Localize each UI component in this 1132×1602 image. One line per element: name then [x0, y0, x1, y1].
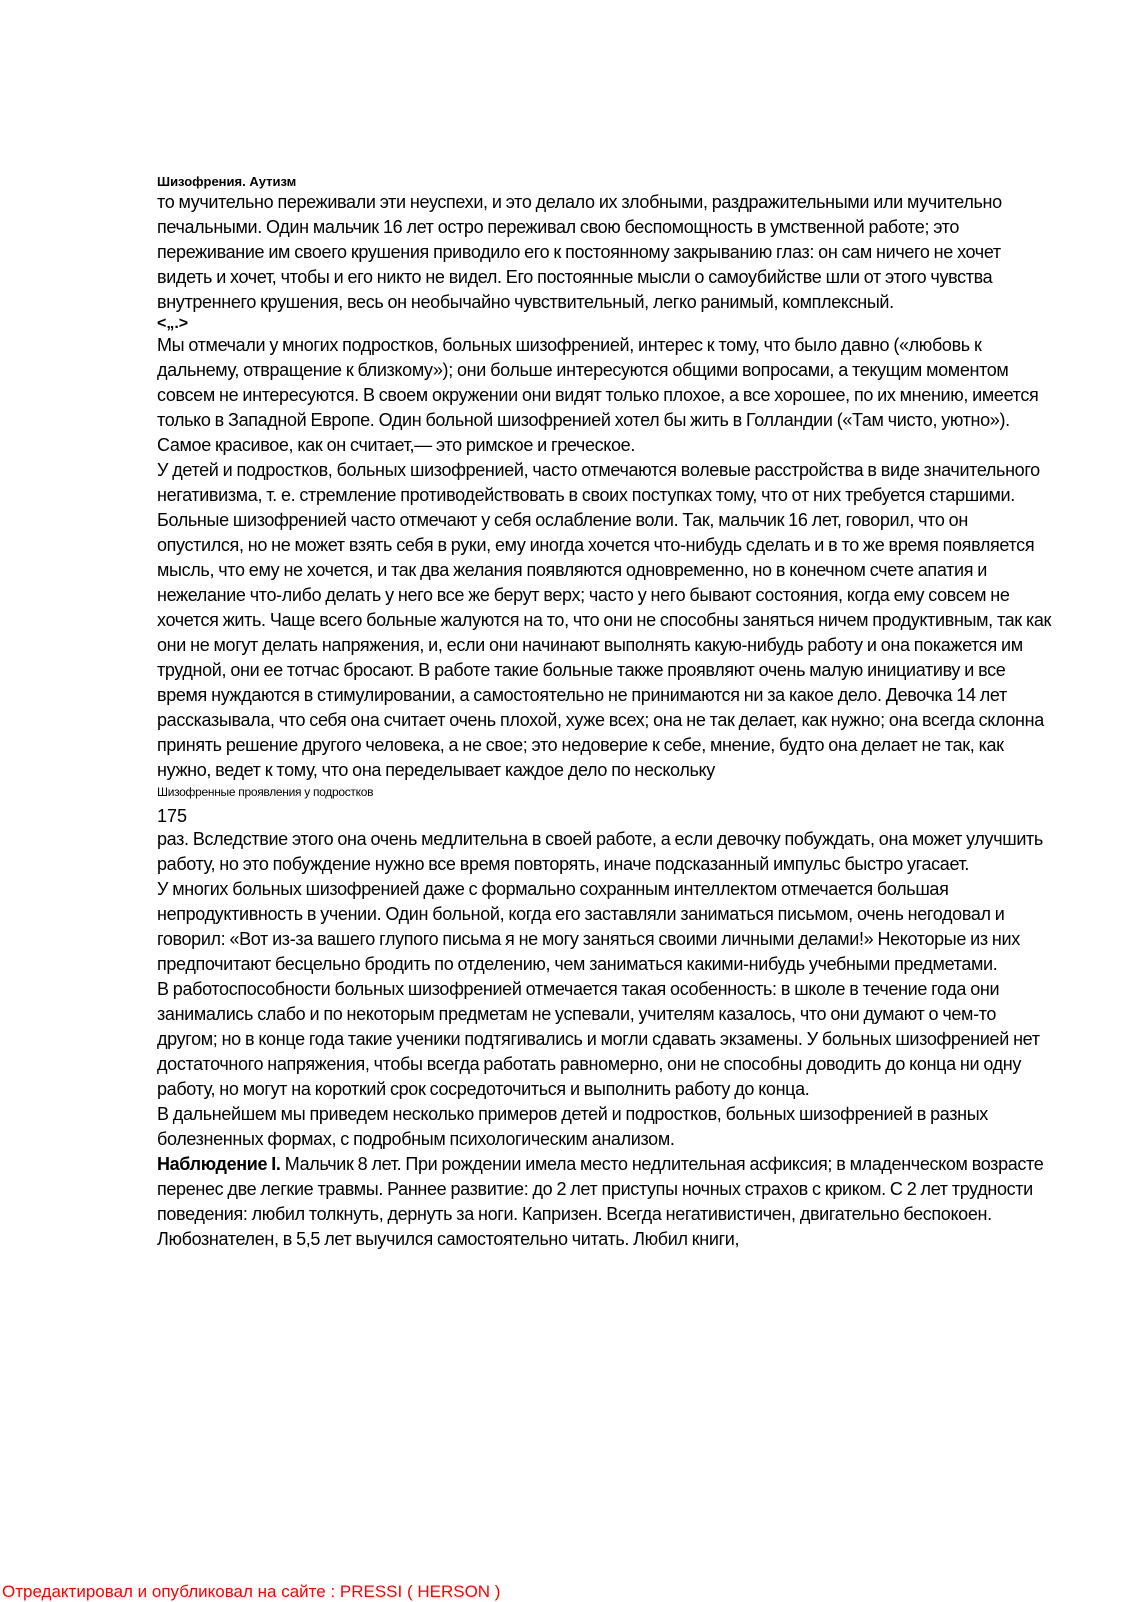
page-number: 175 [157, 806, 188, 826]
document-page [157, 174, 1057, 1252]
ellipsis-marker: <„.> [157, 315, 189, 332]
observation-text: Мальчик 8 лет. При рождении имела место недлительная асфиксия; в младенческом возрасте перенес две легкие травмы. Раннее развитие: до 2 лет приступы ночных страхов с криком. С 2 лет трудности поведения: любил толкнуть, дернуть за ноги. Капризен. Всегда негативистичен, двигательно беспокоен. Любознателен, в 5,5 лет выучился самостоятельно читать. Любил книги, [157, 1154, 1044, 1249]
paragraph-middle-2: У детей и подростков, больных шизофренией, часто отмечаются волевые расстройства в виде значительного негативизма, т. е. стремление противодействовать в своих поступках тому, что от них требуется старшими. [157, 460, 1040, 505]
paragraph-bottom-2: У многих больных шизофренией даже с формально сохранным интеллектом отмечается большая непродуктивность в учении. Один больной, когда его заставляли заниматься письмом, очень негодовал и говорил: «Вот из-за вашего глупого письма я не могу заняться своими личными делами!» Некоторые из них предпочитают бесцельно бродить по отделению, чем заниматься какими-нибудь учебными предметами. [157, 879, 1020, 974]
paragraph-bottom-4: В дальнейшем мы приведем несколько примеров детей и подростков, больных шизофренией в разных болезненных формах, с подробным психологическим анализом. [157, 1104, 988, 1149]
running-header: Шизофрения. Аутизм [157, 174, 297, 189]
running-footer: Шизофренные проявления у подростков [157, 785, 374, 799]
paragraph-bottom-3: В работоспособности больных шизофренией отмечается такая особенность: в школе в течение года они занимались слабо и по некоторым предметам не успевали, учителям казалось, что они думают о чем-то другом; но в конце года такие ученики подтягивались и могли сдавать экзамены. У больных шизофренией нет достаточного напряжения, чтобы всегда работать равномерно, они не способны доводить до конца ни одну работу, но могут на короткий срок сосредоточиться и выполнить работу до конца. [157, 979, 1040, 1099]
publisher-credit: Отредактировал и опубликовал на сайте : PRESSI ( HERSON ) [2, 1582, 501, 1601]
observation-paragraph [157, 1152, 1057, 1252]
paragraph-middle-3: Больные шизофренией часто отмечают у себя ослабление воли. Так, мальчик 16 лет, говорил, что он опустился, но не может взять себя в руки, ему иногда хочется что-нибудь сделать и в то же время появляется мысль, что ему не хочется, и так два желания появляются одновременно, но в конечном счете апатия и нежелание что-либо делать у него все же берут верх; часто у него бывают состояния, когда ему совсем не хочется жить. Чаще всего больные жалуются на то, что они не способны заняться ничем продуктивным, так как они не могут делать напряжения, и, если они начинают выполнять какую-нибудь работу и она покажется им трудной, они ее тотчас бросают. В работе такие больные также проявляют очень малую инициативу и все время нуждаются в стимулировании, а самостоятельно не принимаются ни за какое дело. Девочка 14 лет рассказывала, что себя она считает очень плохой, хуже всех; она не так делает, как нужно; она всегда склонна принять решение другого человека, а не свое; это недоверие к себе, мнение, будто она делает не так, как нужно, ведет к тому, что она переделывает каждое дело по нескольку [157, 510, 1052, 780]
paragraph-top-1: то мучительно переживали эти неуспехи, и это делало их злобными, раздражительными или мучительно печальными. Один мальчик 16 лет остро переживал свою беспомощность в умственной работе; это переживание им своего крушения приводило его к постоянному закрыванию глаз: он сам ничего не хочет видеть и хочет, чтобы и его никто не видел. Его постоянные мысли о самоубийстве шли от этого чувства внутреннего крушения, весь он необычайно чувствительный, легко ранимый, комплексный. [157, 192, 1002, 312]
paragraph-bottom-1: раз. Вследствие этого она очень медлительна в своей работе, а если девочку побуждать, она может улучшить работу, но это побуждение нужно все время повторять, иначе подсказанный импульс быстро угасает. [157, 829, 1043, 874]
paragraph-middle-1: Мы отмечали у многих подростков, больных шизофренией, интерес к тому, что было давно («любовь к дальнему, отвращение к близкому»); они больше интересуются общими вопросами, а текущим моментом совсем не интересуются. В своем окружении они видят только плохое, а все хорошее, по их мнению, имеется только в Западной Европе. Один больной шизофренией хотел бы жить в Голландии («Там чисто, уютно»). Самое красивое, как он считает,— это римское и греческое. [157, 335, 1039, 455]
observation-label: Наблюдение I. [157, 1154, 281, 1174]
